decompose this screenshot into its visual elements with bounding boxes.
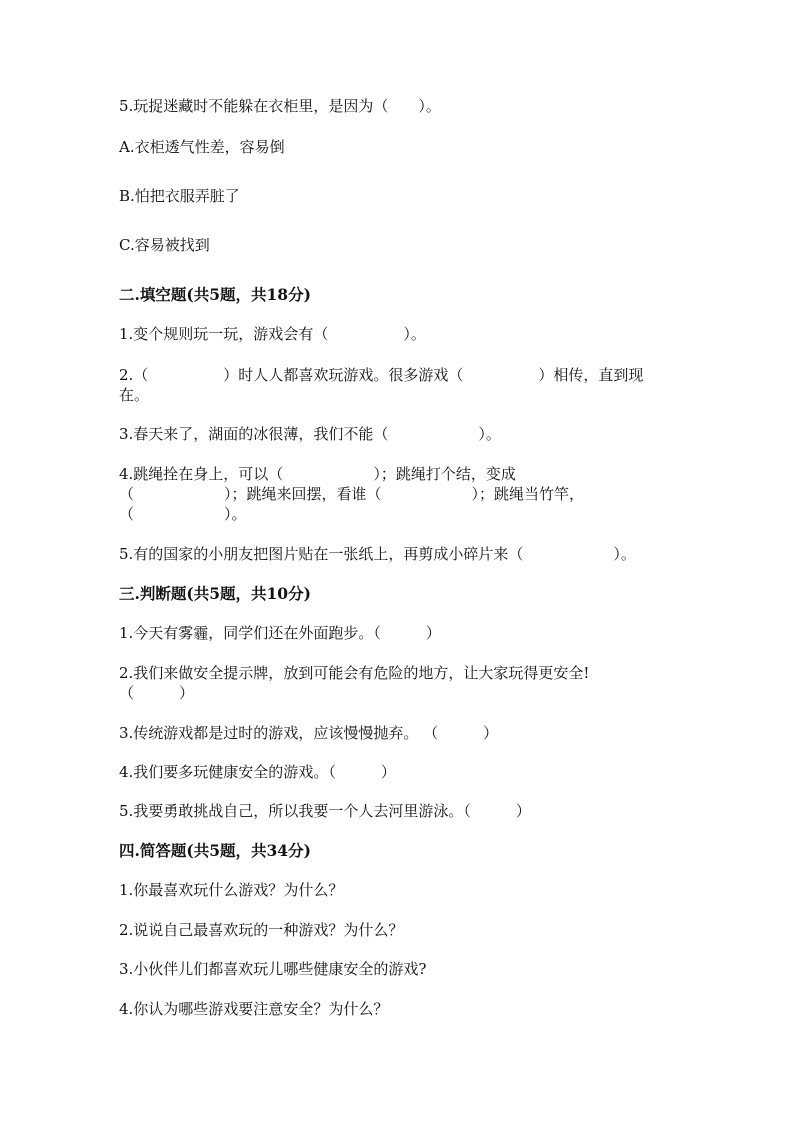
option-a: A.衣柜透气性差，容易倒	[119, 138, 285, 156]
option-b: B.怕把衣服弄脏了	[119, 187, 240, 205]
judge-question-1: 1.今天有雾霾，同学们还在外面跑步。（ ）	[119, 624, 441, 642]
short-question-3: 3.小伙伴儿们都喜欢玩儿哪些健康安全的游戏?	[119, 960, 427, 978]
section-heading-judgement: 三.判断题(共5题，共10分)	[119, 584, 311, 603]
section-heading-fill-blank: 二.填空题(共5题，共18分)	[119, 285, 311, 304]
fill-question-1: 1.变个规则玩一玩，游戏会有（ ）。	[119, 325, 426, 343]
short-question-1: 1.你最喜欢玩什么游戏？为什么？	[119, 881, 344, 899]
question-5-stem: 5.玩捉迷藏时不能躲在衣柜里，是因为（ ）。	[119, 97, 441, 115]
fill-question-4-line-2: （ ）；跳绳来回摆，看谁（ ）；跳绳当竹竿，	[119, 485, 585, 503]
short-question-4: 4.你认为哪些游戏要注意安全？为什么？	[119, 1000, 389, 1018]
fill-question-3: 3.春天来了，湖面的冰很薄，我们不能（ ）。	[119, 425, 501, 443]
judge-question-3: 3.传统游戏都是过时的游戏，应该慢慢抛弃。 （ ）	[119, 724, 499, 742]
fill-question-5: 5.有的国家的小朋友把图片贴在一张纸上，再剪成小碎片来（ ）。	[119, 545, 636, 563]
fill-question-2: 2.（ ）时人人都喜欢玩游戏。很多游戏（ ）相传，直到现	[119, 366, 644, 384]
short-question-2: 2.说说自己最喜欢玩的一种游戏？为什么？	[119, 921, 404, 939]
judge-question-5: 5.我要勇敢挑战自己，所以我要一个人去河里游泳。（ ）	[119, 802, 531, 820]
option-c: C.容易被找到	[119, 236, 210, 254]
fill-question-4: 4.跳绳拴在身上，可以（ ）；跳绳打个结，变成	[119, 465, 516, 483]
fill-question-2-continued: 在。	[119, 386, 150, 404]
judge-question-4: 4.我们要多玩健康安全的游戏。（ ）	[119, 763, 396, 781]
judge-question-2-answer: （ ）	[119, 684, 195, 702]
judge-question-2: 2.我们来做安全提示牌，放到可能会有危险的地方，让大家玩得更安全!	[119, 664, 590, 682]
fill-question-4-line-3: （ ）。	[119, 505, 247, 523]
section-heading-short-answer: 四.简答题(共5题，共34分)	[119, 841, 311, 860]
